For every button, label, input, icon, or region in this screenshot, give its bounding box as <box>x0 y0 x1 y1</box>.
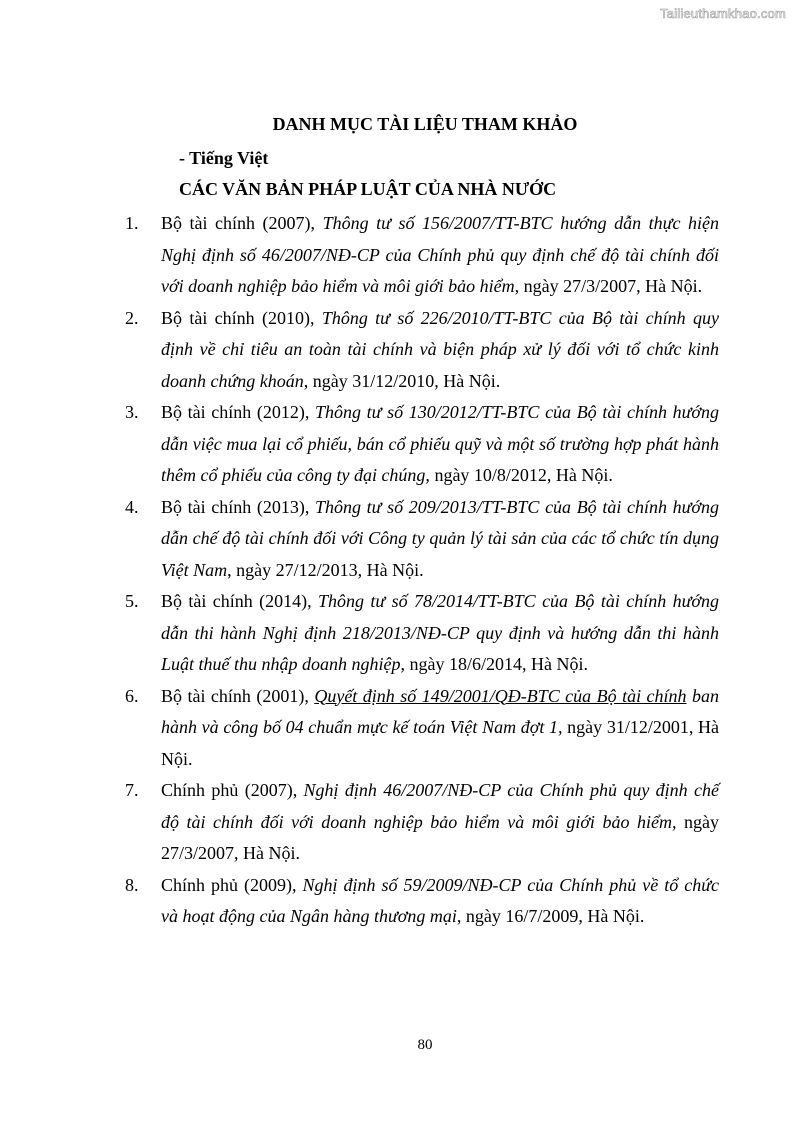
reference-text <box>161 397 719 492</box>
reference-item-1 <box>125 208 719 303</box>
reference-number: 4. <box>125 496 139 517</box>
language-heading: - Tiếng Việt <box>179 148 269 168</box>
reference-title: Thông tư số 130/2012/TT-BTC của Bộ tài chính hướng dẫn việc mua lại cổ phiếu, bán cổ phiếu quỹ và một số trường hợp phát hành thêm cổ phiếu của công ty đại chúng, <box>161 402 719 485</box>
reference-author: Bộ tài chính (2013), <box>161 496 316 517</box>
page-title: DANH MỤC TÀI LIỆU THAM KHẢO <box>272 114 578 134</box>
reference-author: Chính phủ (2007), <box>161 780 304 800</box>
reference-title: Thông tư số 156/2007/TT-BTC hướng dẫn thực hiện Nghị định số 46/2007/NĐ-CP của Chính phủ quy định chế độ tài chính đối với doanh nghiệp bảo hiểm và môi giới bảo hiểm, <box>161 213 719 296</box>
reference-item-5 <box>125 586 719 681</box>
reference-title: Nghị định 46/2007/NĐ-CP của Chính phủ quy định chế độ tài chính đối với doanh nghiệp bảo hiểm và môi giới bảo hiểm, <box>161 780 719 832</box>
reference-title: Thông tư số 78/2014/TT-BTC của Bộ tài chính hướng dẫn thi hành Nghị định 218/2013/NĐ-CP quy định và hướng dẫn thi hành Luật thuế thu nhập doanh nghiệp <box>161 591 719 674</box>
reference-text <box>161 208 719 303</box>
reference-item-4 <box>125 492 719 587</box>
reference-item-3 <box>125 397 719 492</box>
reference-author: Bộ tài chính (2014), <box>161 591 319 611</box>
reference-text <box>161 586 719 681</box>
reference-author: Bộ tài chính (2007), <box>161 213 323 233</box>
watermark: Tailieuthamkhao.com <box>660 6 786 21</box>
page-number: 80 <box>417 1037 433 1053</box>
reference-number: 3. <box>125 402 139 422</box>
reference-item-7 <box>125 775 719 870</box>
reference-date-place: ngày 10/8/2012, Hà Nội. <box>429 465 613 485</box>
reference-text <box>161 681 719 776</box>
reference-date-place: , ngày 31/12/2010, Hà Nội. <box>303 370 501 391</box>
reference-date-place: , ngày 18/6/2014, Hà Nội. <box>400 654 588 674</box>
reference-number: 8. <box>125 874 139 895</box>
reference-date-place: ngày 27/3/2007, Hà Nội. <box>161 811 719 863</box>
reference-author: Bộ tài chính (2012), <box>161 402 316 422</box>
reference-title-underlined: Quyết định số 149/2001/QĐ-BTC của Bộ tài chính <box>314 685 687 706</box>
reference-list <box>125 208 719 933</box>
reference-number: 5. <box>125 591 139 611</box>
reference-title: Nghị định số 59/2009/NĐ-CP của Chính phủ về tổ chức và hoạt động của Ngân hàng thương mại <box>161 874 720 926</box>
reference-number: 2. <box>125 307 139 328</box>
reference-author: Chính phủ (2009), <box>161 874 303 895</box>
reference-title: Thông tư số 209/2013/TT-BTC của Bộ tài chính hướng dẫn chế độ tài chính đối với Công ty quản lý tài sản của các tổ chức tín dụng Việt Nam <box>161 496 719 580</box>
reference-number: 6. <box>125 685 139 706</box>
reference-text <box>161 492 719 587</box>
reference-date-place: ngày 31/12/2001, Hà Nội. <box>161 717 719 769</box>
reference-date-place: , ngày 27/12/2013, Hà Nội. <box>227 559 424 580</box>
reference-date-place: ngày 27/3/2007, Hà Nội. <box>519 276 703 296</box>
reference-number: 1. <box>125 213 139 233</box>
reference-item-2 <box>125 303 719 398</box>
reference-author: Bộ tài chính (2010), <box>161 307 322 328</box>
reference-text <box>161 775 719 870</box>
reference-number: 7. <box>125 780 139 800</box>
reference-author: Bộ tài chính (2001), <box>161 685 315 706</box>
reference-item-6 <box>125 681 719 776</box>
reference-date-place: , ngày 16/7/2009, Hà Nội. <box>456 906 645 926</box>
reference-title: Thông tư số 226/2010/TT-BTC của Bộ tài chính quy định về chỉ tiêu an toàn tài chính và biện pháp xử lý đối với tổ chức kinh doanh chứng khoán <box>161 307 719 391</box>
reference-title: ban hành và công bố 04 chuẩn mực kế toán Việt Nam đợt 1, <box>161 685 719 737</box>
category-heading: CÁC VĂN BẢN PHÁP LUẬT CỦA NHÀ NƯỚC <box>179 179 557 199</box>
reference-text <box>161 303 719 398</box>
reference-text <box>161 870 719 933</box>
reference-item-8 <box>125 870 719 933</box>
